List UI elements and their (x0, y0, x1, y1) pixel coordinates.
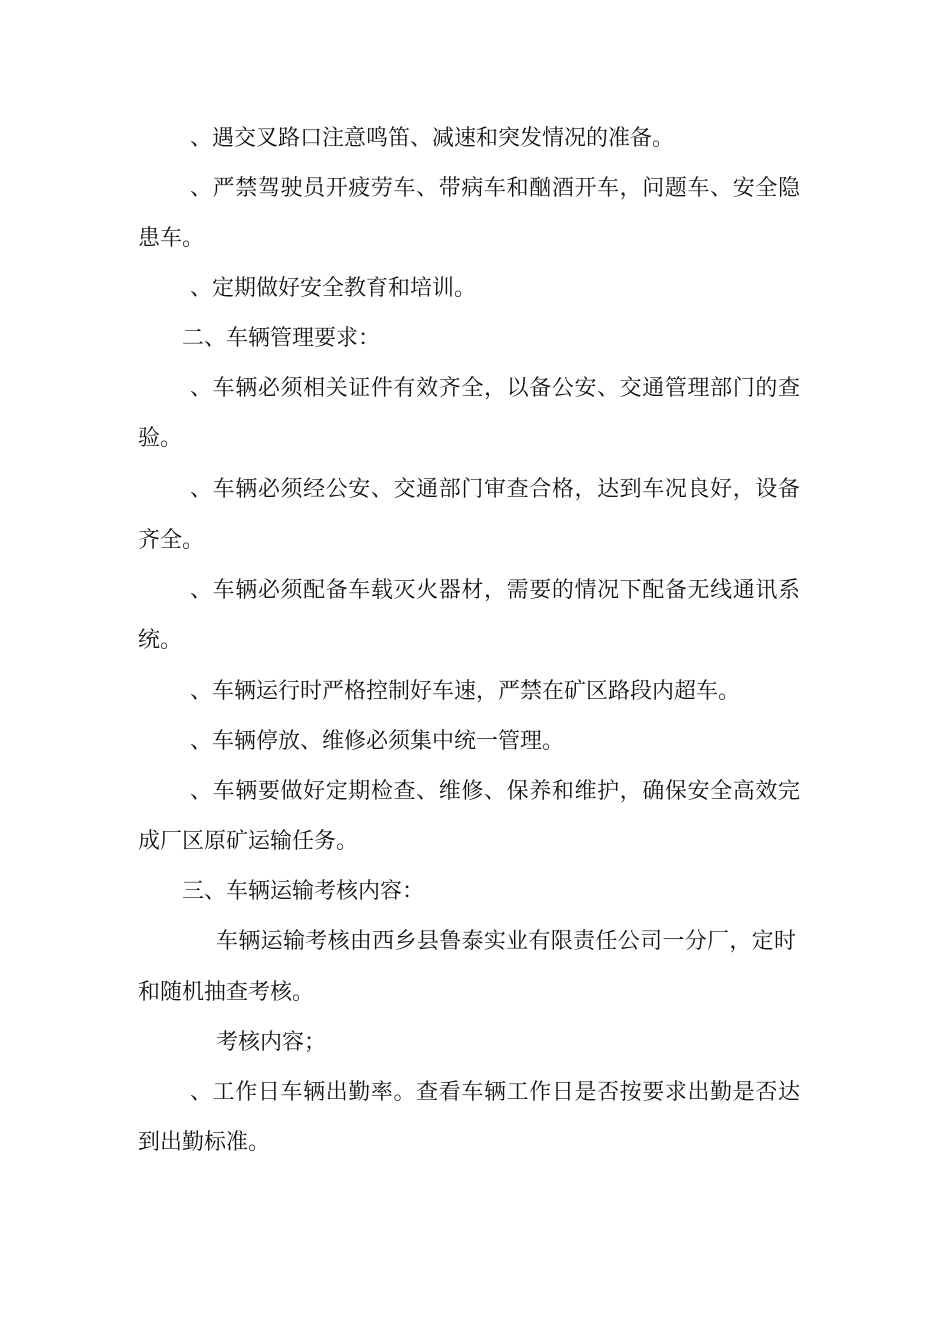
section-heading-3: 三、车辆运输考核内容： (182, 879, 425, 904)
text-line-3: 患车。 (138, 226, 205, 251)
text-line-13: 、车辆停放、维修必须集中统一管理。 (190, 729, 565, 754)
text-line-20: 、工作日车辆出勤率。查看车辆工作日是否按要求出勤是否达 (190, 1080, 800, 1105)
text-line-1: 、遇交叉路口注意鸣笛、减速和突发情况的准备。 (190, 126, 675, 151)
text-line-14: 、车辆要做好定期检查、维修、保养和维护，确保安全高效完 (190, 779, 800, 804)
text-line-9: 齐全。 (138, 528, 205, 553)
section-heading-2: 二、车辆管理要求： (182, 326, 381, 351)
text-line-10: 、车辆必须配备车载灭火器材，需要的情况下配备无线通讯系 (190, 578, 800, 603)
text-line-4: 、定期做好安全教育和培训。 (190, 276, 477, 301)
text-line-8: 、车辆必须经公安、交通部门审查合格，达到车况良好，设备 (190, 477, 800, 502)
text-line-21: 到出勤标准。 (138, 1130, 271, 1155)
text-line-2: 、严禁驾驶员开疲劳车、带病车和酗酒开车，问题车、安全隐 (190, 176, 800, 201)
text-line-15: 成厂区原矿运输任务。 (138, 829, 359, 854)
text-line-19: 考核内容； (216, 1030, 327, 1055)
text-line-17: 车辆运输考核由西乡县鲁泰实业有限责任公司一分厂，定时 (216, 929, 796, 954)
text-line-7: 验。 (138, 426, 183, 451)
text-line-12: 、车辆运行时严格控制好车速，严禁在矿区路段内超车。 (190, 679, 741, 704)
text-line-18: 和随机抽查考核。 (138, 980, 315, 1005)
text-line-11: 统。 (138, 628, 183, 653)
text-line-6: 、车辆必须相关证件有效齐全，以备公安、交通管理部门的查 (190, 376, 800, 401)
